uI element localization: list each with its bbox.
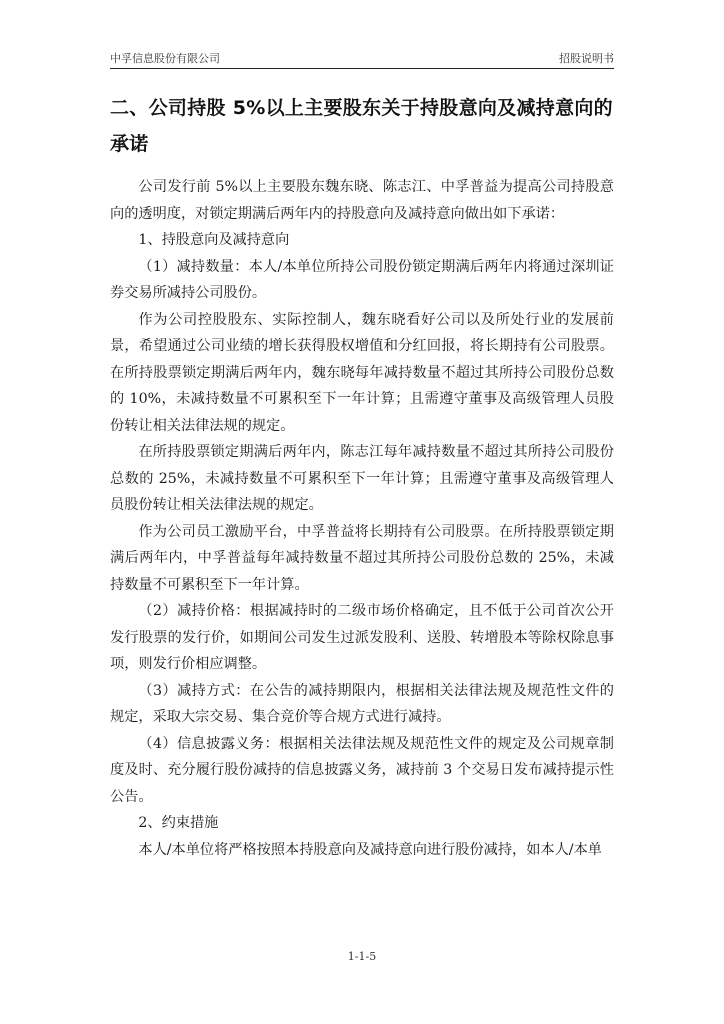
section-title: 二、公司持股 5%以上主要股东关于持股意向及减持意向的承诺 [110, 97, 613, 155]
paragraph-chen-zhijiang: 在所持股票锁定期满后两年内，陈志江每年减持数量不超过其所持公司股份总数的 25%，未减持数量不可累积至下一年计算；且需遵守董事及高级管理人员股份转让相关法律法规的规定。 [110, 444, 614, 513]
paragraph-disclosure: （4）信息披露义务：根据相关法律法规及规范性文件的规定及公司规章制度及时、充分履行股份减持的信息披露义务，减持前 3 个交易日发布减持提示性公告。 [110, 735, 614, 805]
paragraph-heading-constraints: 2、约束措施 [138, 815, 219, 831]
header-divider [110, 68, 614, 69]
document-body [110, 174, 614, 863]
header-company-name: 中孚信息股份有限公司 [110, 52, 220, 65]
paragraph-intro: 公司发行前 5%以上主要股东魏东晓、陈志江、中孚普益为提高公司持股意向的透明度，对锁定期满后两年内的持股意向及减持意向做出如下承诺： [110, 179, 614, 222]
header-document-title: 招股说明书 [559, 52, 614, 65]
paragraph-reduction-price: （2）减持价格：根据减持时的二级市场价格确定，且不低于公司首次公开发行股票的发行价，如期间公司发生过派发股利、送股、转增股本等除权除息事项，则发行价相应调整。 [110, 603, 614, 672]
paragraph-zhongfu-puyi: 作为公司员工激励平台，中孚普益将长期持有公司股票。在所持股票锁定期满后两年内，中孚普益每年减持数量不超过其所持公司股份总数的 25%，未减持数量不可累积至下一年计算。 [110, 523, 614, 593]
page-number: 1-1-5 [347, 950, 377, 963]
paragraph-reduction-quantity: （1）减持数量：本人/本单位所持公司股份锁定期满后两年内将通过深圳证券交易所减持公司股份。 [110, 258, 614, 301]
paragraph-wei-dongxiao: 作为公司控股股东、实际控制人，魏东晓看好公司以及所处行业的发展前景，希望通过公司业绩的增长获得股权增值和分红回报，将长期持有公司股票。在所持股票锁定期满后两年内，魏东晓每年减持数量不超过其所持公司股份总数的 10%，未减持数量不可累积至下一年计算；且需遵守董事及高级管理人员股份转让相关法律法规的规定。 [110, 311, 614, 434]
paragraph-heading-intent: 1、持股意向及减持意向 [138, 232, 290, 248]
page-header [110, 50, 614, 68]
paragraph-reduction-method: （3）减持方式：在公告的减持期限内，根据相关法律法规及规范性文件的规定，采取大宗交易、集合竞价等合规方式进行减持。 [110, 682, 614, 725]
paragraph-constraints: 本人/本单位将严格按照本持股意向及减持意向进行股份减持，如本人/本单 [138, 841, 602, 858]
